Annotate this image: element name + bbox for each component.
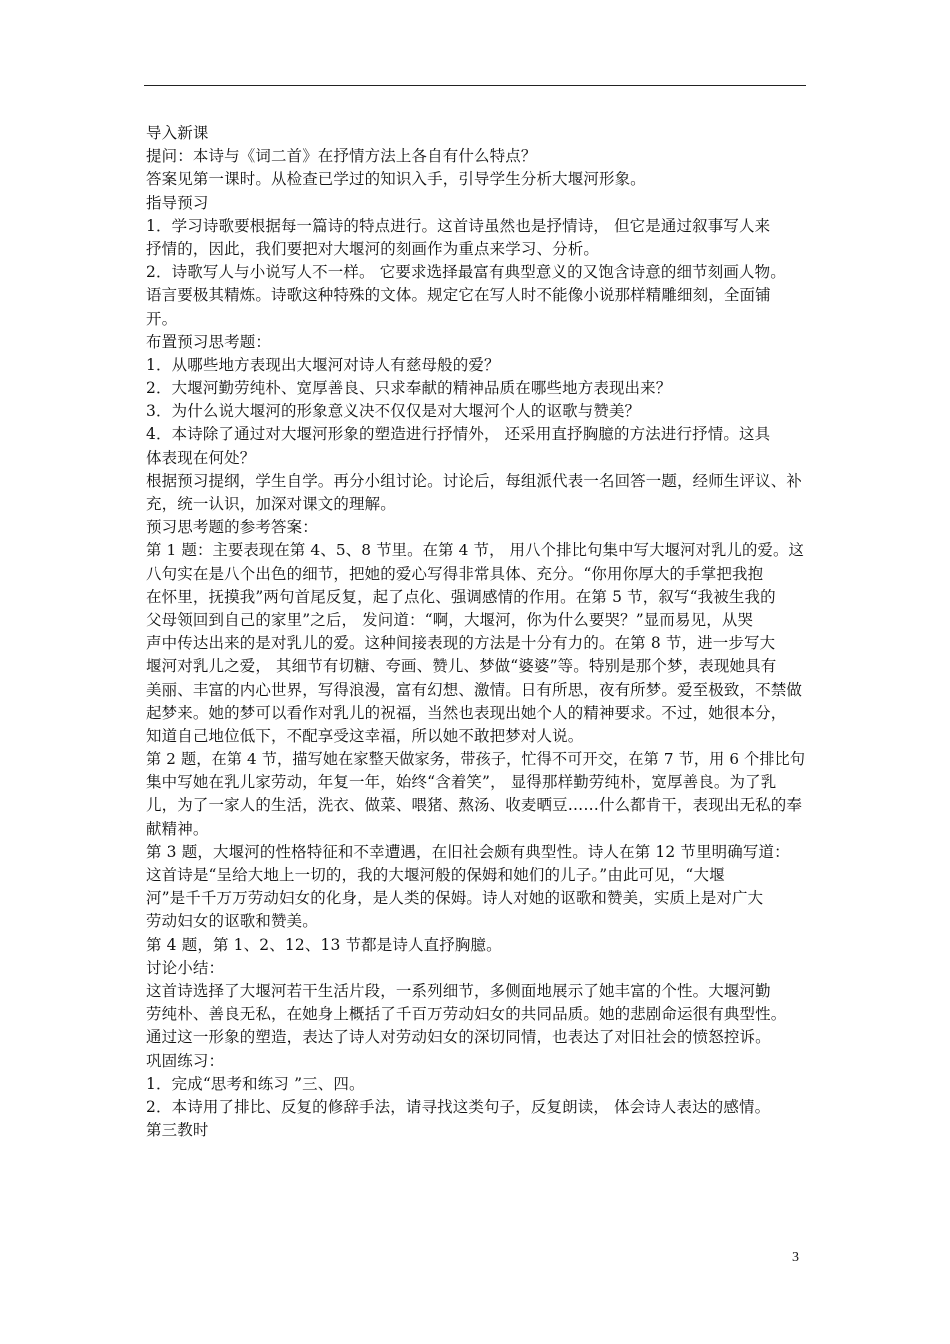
text-line: 体表现在何处？	[146, 448, 256, 467]
text-line: 充，统一认识，加深对课文的理解。	[146, 495, 396, 513]
text-line: 第三教时	[146, 1121, 209, 1140]
text-line: 3．为什么说大堰河的形象意义决不仅仅是对大堰河个人的讴歌与赞美？	[146, 402, 641, 421]
text-line: 导入新课	[146, 124, 209, 142]
text-line: 通过这一形象的塑造，表达了诗人对劳动妇女的深切同情，也表达了对旧社会的愤怒控诉。	[146, 1028, 771, 1047]
text-line: 集中写她在乳儿家劳动，年复一年，始终“含着笑”， 显得那样勤劳纯朴，宽厚善良。为了乳	[146, 773, 777, 792]
text-line: 第 2 题，在第 4 节，描写她在家整天做家务，带孩子，忙得不可开交，在第 7 节，用 6 个排比句	[146, 750, 806, 769]
text-line: 第 1 题：主要表现在第 4、5、8 节里。在第 4 节， 用八个排比句集中写大堰河对乳儿的爱。这	[146, 541, 805, 560]
text-line: 开。	[146, 309, 178, 328]
text-line: 预习思考题的参考答案：	[146, 518, 318, 537]
text-line: 河”是千千万万劳动妇女的化身，是人类的保姆。诗人对她的讴歌和赞美，实质上是对广大	[146, 889, 764, 908]
text-line: 4．本诗除了通过对大堰河形象的塑造进行抒情外， 还采用直抒胸臆的方法进行抒情。这具	[146, 425, 771, 444]
text-line: 劳动妇女的讴歌和赞美。	[146, 912, 318, 931]
text-line: 指导预习	[146, 193, 209, 212]
text-line: 布置预习思考题：	[146, 332, 271, 351]
text-line: 抒情的，因此，我们要把对大堰河的刻画作为重点来学习、分析。	[146, 239, 599, 258]
text-line: 1．学习诗歌要根据每一篇诗的特点进行。这首诗虽然也是抒情诗， 但它是通过叙事写人来	[146, 216, 771, 235]
text-line: 语言要极其精炼。诗歌这种特殊的文体。规定它在写人时不能像小说那样精雕细刻，全面铺	[146, 286, 771, 305]
text-line: 父母领回到自己的家里”之后， 发问道：“啊，大堰河，你为什么要哭？”显而易见，从哭	[146, 610, 754, 629]
text-line: 在怀里，抚摸我”两句首尾反复，起了点化、强调感情的作用。在第 5 节，叙写“我被生我的	[146, 587, 776, 606]
text-line: 答案见第一课时。从检查已学过的知识入手，引导学生分析大堰河形象。	[146, 170, 646, 189]
text-line: 这首诗是“呈给大地上一切的，我的大堰河般的保姆和她们的儿子。”由此可见，“大堰	[146, 866, 725, 884]
text-line: 2．诗歌写人与小说写人不一样。 它要求选择最富有典型意义的又饱含诗意的细节刻画人物。	[146, 263, 786, 282]
text-line: 声中传达出来的是对乳儿的爱。这种间接表现的方法是十分有力的。在第 8 节，进一步写大	[146, 634, 776, 653]
text-line: 根据预习提纲，学生自学。再分小组讨论。讨论后，每组派代表一名回答一题，经师生评议、补	[146, 471, 802, 490]
text-line: 堰河对乳儿之爱， 其细节有切糖、夸画、赞儿、梦做“婆婆”等。特别是那个梦，表现她具有	[146, 657, 777, 676]
text-line: 提问：本诗与《词二首》在抒情方法上各自有什么特点？	[146, 147, 537, 166]
text-line: 1．完成“思考和练习 ”三、四。	[146, 1074, 365, 1093]
page-number: 3	[792, 1250, 799, 1265]
text-line: 献精神。	[146, 819, 209, 838]
text-line: 这首诗选择了大堰河若干生活片段，一系列细节，多侧面地展示了她丰富的个性。大堰河勤	[146, 981, 771, 1000]
text-line: 讨论小结：	[146, 958, 225, 977]
text-line: 第 3 题，大堰河的性格特征和不幸遭遇，在旧社会颇有典型性。诗人在第 12 节里明确写道：	[146, 842, 790, 861]
text-line: 起梦来。她的梦可以看作对乳儿的祝福，当然也表现出她个人的精神要求。不过，她很本分，	[146, 703, 787, 722]
document-body	[146, 122, 810, 1142]
text-line: 1．从哪些地方表现出大堰河对诗人有慈母般的爱？	[146, 355, 500, 374]
text-line: 劳纯朴、善良无私，在她身上概括了千百万劳动妇女的共同品质。她的悲剧命运很有典型性。	[146, 1005, 787, 1024]
text-line: 美丽、丰富的内心世界，写得浪漫，富有幻想、激情。日有所思，夜有所梦。爱至极致，不禁做	[146, 680, 802, 699]
header-rule	[144, 85, 806, 86]
text-line: 知道自己地位低下，不配享受这幸福，所以她不敢把梦对人说。	[146, 726, 584, 745]
text-line: 儿，为了一家人的生活，洗衣、做菜、喂猪、熬汤、收麦晒豆……什么都肯干，表现出无私的奉	[146, 796, 802, 815]
text-line: 2．本诗用了排比、反复的修辞手法，请寻找这类句子，反复朗读， 体会诗人表达的感情。	[146, 1097, 771, 1116]
text-line: 2．大堰河勤劳纯朴、宽厚善良、只求奉献的精神品质在哪些地方表现出来？	[146, 379, 672, 398]
text-line: 巩固练习：	[146, 1051, 225, 1070]
text-line: 第 4 题，第 1、2、12、13 节都是诗人直抒胸臆。	[146, 935, 502, 954]
text-line: 八句实在是八个出色的细节，把她的爱心写得非常具体、充分。“你用你厚大的手掌把我抱	[146, 564, 764, 583]
